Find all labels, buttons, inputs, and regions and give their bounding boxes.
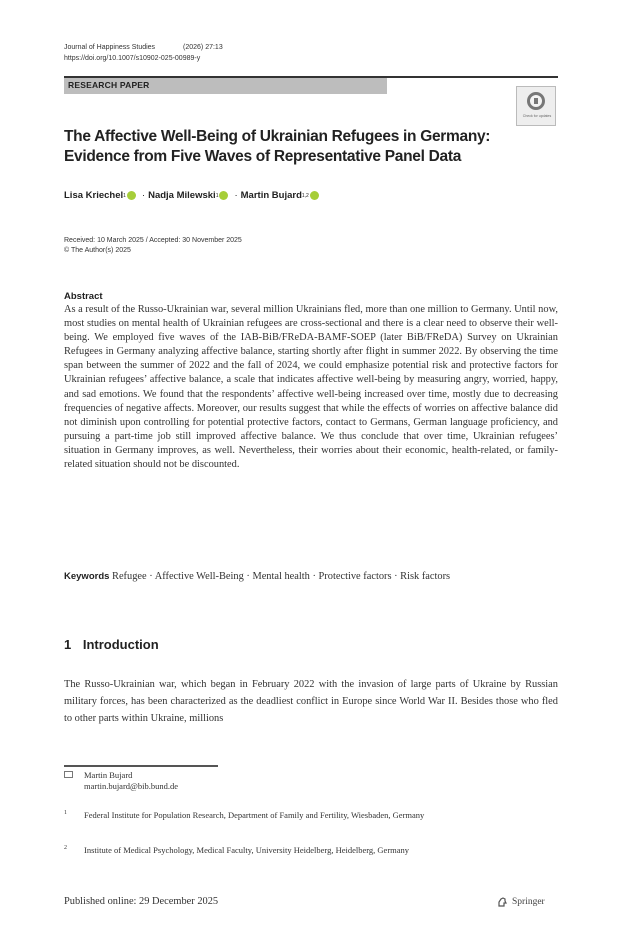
corresponding-author bbox=[84, 770, 178, 792]
section-label: RESEARCH PAPER bbox=[68, 80, 150, 90]
orcid-icon[interactable] bbox=[127, 191, 136, 200]
publisher-logo: Springer bbox=[496, 896, 545, 908]
article-dates bbox=[64, 236, 242, 256]
introduction-text: The Russo-Ukrainian war, which began in February 2022 with the invasion of large parts of Ukraine by Russian military forces, has been characterized as the deadliest conflict in Europe since World War II. Besides those who fled to other parts within Ukraine, millions bbox=[64, 679, 558, 724]
author-name[interactable]: Nadja Milewski bbox=[148, 190, 216, 201]
journal-citation bbox=[64, 44, 223, 51]
author-name[interactable]: Lisa Kriechel bbox=[64, 190, 124, 201]
contact-email[interactable]: martin.bujard@bib.bund.de bbox=[84, 781, 178, 791]
abstract-text: As a result of the Russo-Ukrainian war, several million Ukrainians fled, more than one million to Germany. Until now, most studies on mental health of Ukrainian refugees are cross-sectional and there is a clear need to observe their well-being. We employed five waves of the IAB-BiB/FReDA-BAMF-SOEP (later BiB/FReDA) Survey on Ukrainian Refugees in Germany analyzing affective balance, starting shortly after flight in summer 2022. By observing the time span between the summer of 2022 and the fall of 2024, we could emphasize potential risk and protective factors for Ukrainian refugees’ affective balance, a scale that indicates affective well-being by measuring angry, worried, happy, and sad emotions. We found that the respondents’ affective well-being increased over time, mostly due to decreasing frequencies of negative affects. Moreover, our results suggest that while the effects of worries on affective balance did not diminish upon controlling for potential protective factors, contact to Germans, German language proficiency, and pursuing a part-time job still improved affective balance. We thus conclude that over time, Ukrainian refugees’ situation in Germany improves, as well. Nevertheless, their worries about their economic, health-related, or family-related situation should not be discounted. bbox=[64, 304, 558, 471]
footnote-rule bbox=[64, 765, 218, 767]
check-for-updates-badge[interactable]: Check for updates bbox=[516, 86, 556, 126]
mail-icon bbox=[64, 771, 73, 778]
affiliation: Federal Institute for Population Research, Department of Family and Fertility, Wiesbaden, Germany bbox=[84, 810, 425, 820]
keywords-heading: Keywords bbox=[64, 571, 110, 582]
orcid-icon[interactable] bbox=[219, 191, 228, 200]
section-heading-introduction: 1 Introduction bbox=[64, 637, 159, 652]
received-accepted: Received: 10 March 2025 / Accepted: 30 November 2025 bbox=[64, 237, 242, 244]
keywords bbox=[64, 570, 544, 583]
copyright: © The Author(s) 2025 bbox=[64, 247, 131, 254]
doi-link[interactable]: https://doi.org/10.1007/s10902-025-00989-y bbox=[64, 55, 201, 62]
abstract-heading: Abstract bbox=[64, 291, 103, 302]
contact-name: Martin Bujard bbox=[84, 770, 133, 780]
orcid-icon[interactable] bbox=[310, 191, 319, 200]
author-list: Lisa Kriechel 1 · Nadja Milewski 1 · Martin Bujard 1,2 bbox=[64, 190, 322, 201]
volume-citation: (2026) 27:13 bbox=[183, 44, 223, 51]
published-online: Published online: 29 December 2025 bbox=[64, 896, 219, 907]
keywords-list: Refugee · Affective Well-Being · Mental health · Protective factors · Risk factors bbox=[112, 571, 451, 582]
article-title: The Affective Well-Being of Ukrainian Refugees in Germany: Evidence from Five Waves of Representative Panel Data bbox=[64, 128, 491, 165]
journal-name: Journal of Happiness Studies bbox=[64, 44, 156, 51]
springer-horse-icon bbox=[496, 896, 508, 908]
check-for-updates-icon bbox=[527, 92, 545, 110]
affiliation: Institute of Medical Psychology, Medical Faculty, University Heidelberg, Heidelberg, Germany bbox=[84, 845, 410, 855]
author-name[interactable]: Martin Bujard bbox=[240, 190, 302, 201]
